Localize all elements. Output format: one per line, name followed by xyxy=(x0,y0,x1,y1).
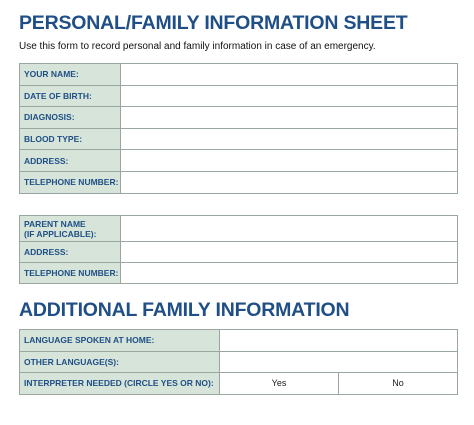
form-row-language-home xyxy=(20,330,458,352)
telephone-field[interactable] xyxy=(121,171,458,193)
form-row-telephone xyxy=(20,171,458,193)
diagnosis-label: DIAGNOSIS: xyxy=(20,107,121,129)
parent-address-label: ADDRESS: xyxy=(20,242,121,263)
interpreter-yes-option[interactable]: Yes xyxy=(220,373,339,395)
interpreter-label: INTERPRETER NEEDED (CIRCLE YES OR NO): xyxy=(20,373,220,395)
other-languages-label: OTHER LANGUAGE(S): xyxy=(20,351,220,373)
parent-telephone-field[interactable] xyxy=(121,263,458,284)
form-row-date-of-birth xyxy=(20,85,458,107)
parent-info-table xyxy=(19,215,458,284)
interpreter-no-option[interactable]: No xyxy=(339,373,458,395)
language-home-label: LANGUAGE SPOKEN AT HOME: xyxy=(20,330,220,352)
parent-name-field[interactable] xyxy=(121,216,458,242)
form-row-interpreter xyxy=(20,373,458,395)
address-field[interactable] xyxy=(121,150,458,172)
blood-type-label: BLOOD TYPE: xyxy=(20,128,121,150)
date-of-birth-label: DATE OF BIRTH: xyxy=(20,85,121,107)
form-row-parent-address xyxy=(20,242,458,263)
form-row-address xyxy=(20,150,458,172)
form-row-your-name xyxy=(20,64,458,86)
personal-info-table xyxy=(19,63,458,194)
form-row-blood-type xyxy=(20,128,458,150)
page-title: PERSONAL/FAMILY INFORMATION SHEET xyxy=(19,12,408,34)
address-label: ADDRESS: xyxy=(20,150,121,172)
parent-name-label-line2: (IF APPLICABLE): xyxy=(24,228,97,239)
parent-telephone-label: TELEPHONE NUMBER: xyxy=(20,263,121,284)
form-row-parent-name xyxy=(20,216,458,242)
parent-name-label-line1: PARENT NAME xyxy=(24,218,86,229)
other-languages-field[interactable] xyxy=(220,351,458,373)
form-row-parent-telephone xyxy=(20,263,458,284)
additional-info-table xyxy=(19,329,458,395)
form-row-other-languages xyxy=(20,351,458,373)
form-row-diagnosis xyxy=(20,107,458,129)
date-of-birth-field[interactable] xyxy=(121,85,458,107)
blood-type-field[interactable] xyxy=(121,128,458,150)
additional-section-title: ADDITIONAL FAMILY INFORMATION xyxy=(19,299,350,321)
language-home-field[interactable] xyxy=(220,330,458,352)
parent-name-label xyxy=(20,216,121,242)
telephone-label: TELEPHONE NUMBER: xyxy=(20,171,121,193)
page-instructions: Use this form to record personal and family information in case of an emergency. xyxy=(19,41,376,52)
your-name-field[interactable] xyxy=(121,64,458,86)
diagnosis-field[interactable] xyxy=(121,107,458,129)
your-name-label: YOUR NAME: xyxy=(20,64,121,86)
parent-address-field[interactable] xyxy=(121,242,458,263)
